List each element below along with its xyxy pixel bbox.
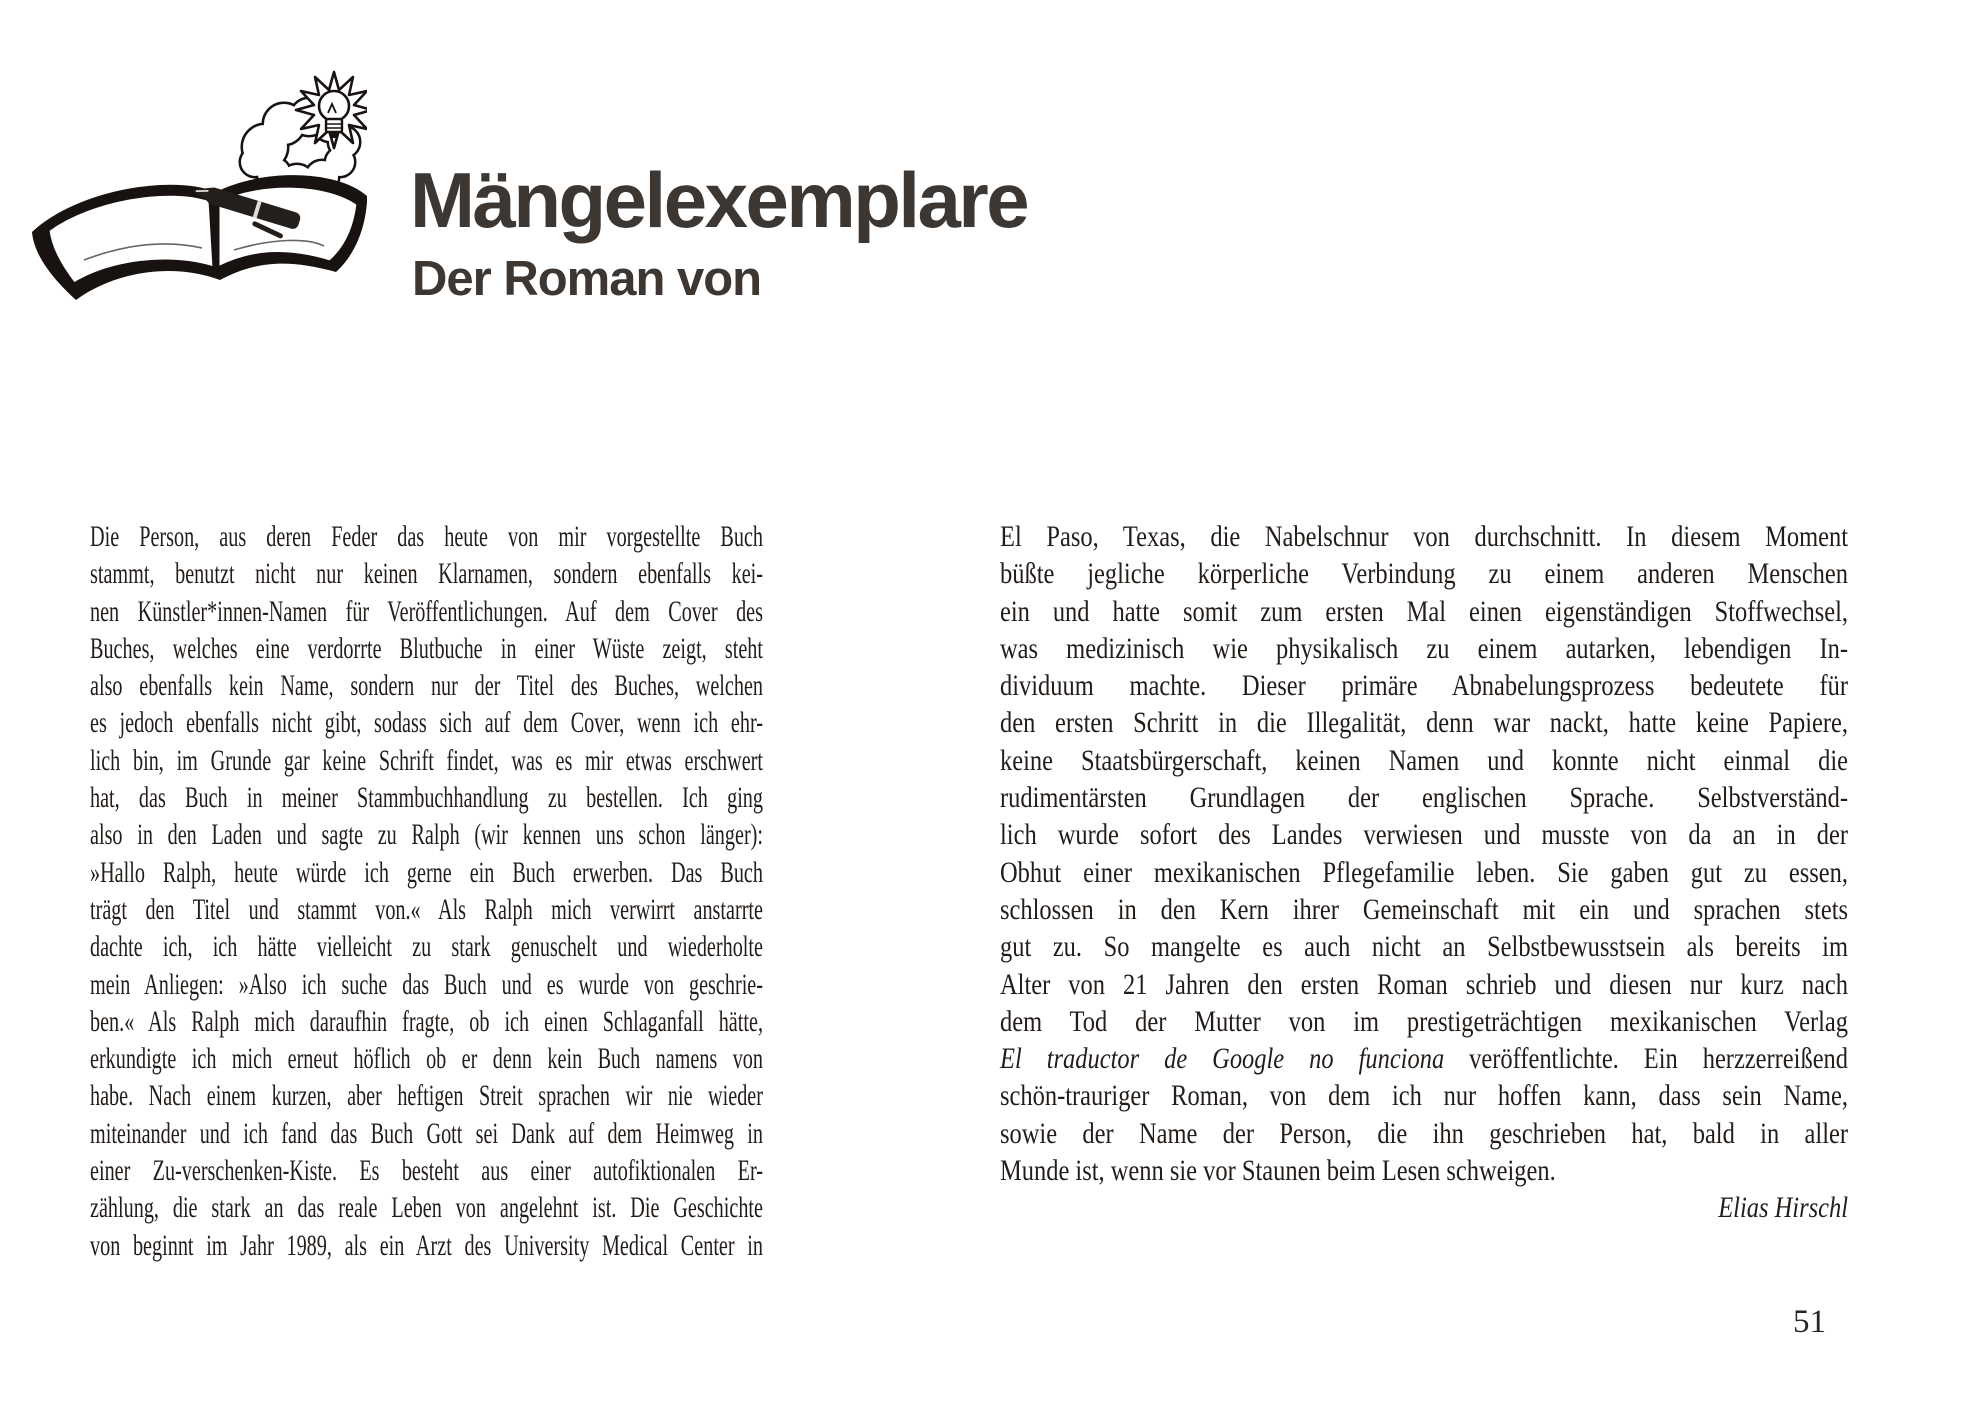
text-line: Obhut einer mexikanischen Pflegefamilie leben. Sie gaben gut zu essen, (1000, 855, 1849, 889)
column-left-lines (90, 518, 763, 1264)
text-line: von beginnt im Jahr 1989, als ein Arzt des University Medical Center in (90, 1228, 763, 1262)
text-line: »Hallo Ralph, heute würde ich gerne ein Buch erwerben. Das Buch (90, 855, 763, 889)
text-line: miteinander und ich fand das Buch Gott sei Dank auf dem Heimweg in (90, 1116, 763, 1150)
text-line: Munde ist, wenn sie vor Staunen beim Lesen schweigen. (1000, 1154, 1556, 1188)
text-line: einer Zu-verschenken-Kiste. Es besteht aus einer autofiktionalen Er- (90, 1154, 763, 1188)
text-line: lich wurde sofort des Landes verwiesen und musste von da an in der (1000, 818, 1849, 852)
text-line: zählung, die stark an das reale Leben von angelehnt ist. Die Geschichte (90, 1191, 763, 1225)
text-line: nen Künstler*innen-Namen für Veröffentlichungen. Auf dem Cover des (90, 594, 763, 628)
text-line: schön-trauriger Roman, von dem ich nur hoffen kann, dass sein Name, (1000, 1079, 1849, 1113)
text-column-right (1000, 518, 1848, 1227)
text-line: lich bin, im Grunde gar keine Schrift findet, was es mir etwas erschwert (90, 743, 763, 777)
text-line: ben.« Als Ralph mich daraufhin fragte, ob ich einen Schlaganfall hätte, (90, 1004, 763, 1038)
text-line: was medizinisch wie physikalisch zu einem autarken, lebendigen In- (1000, 631, 1849, 665)
text-line: schlossen in den Kern ihrer Gemeinschaft mit ein und sprachen stets (1000, 892, 1849, 926)
article-subtitle: Der Roman von (412, 252, 762, 306)
author-byline: Elias Hirschl (1718, 1191, 1849, 1225)
text-line: den ersten Schritt in die Illegalität, denn war nackt, hatte keine Papiere, (1000, 706, 1849, 740)
text-line: habe. Nach einem kurzen, aber heftigen Streit sprachen wir nie wieder (90, 1079, 763, 1113)
text-line: büßte jegliche körperliche Verbindung zu einem anderen Menschen (1000, 557, 1849, 591)
text-line: trägt den Titel und stammt von.« Als Ralph mich verwirrt anstarrte (90, 892, 763, 926)
text-line: dividuum machte. Dieser primäre Abnabelungsprozess bedeutete für (1000, 669, 1849, 703)
text-line: erkundigte ich mich erneut höflich ob er denn kein Buch namens von (90, 1042, 763, 1076)
text-line: dachte ich, ich hätte vielleicht zu stark genuschelt und wiederholte (90, 930, 763, 964)
text-line: Buches, welches eine verdorrte Blutbuche in einer Wüste zeigt, steht (90, 631, 763, 665)
text-line: dem Tod der Mutter von im prestigeträchtigen mexikanischen Verlag (1000, 1004, 1849, 1038)
article-title: Mängelexemplare (410, 156, 1028, 244)
text-line: stammt, benutzt nicht nur keinen Klarnamen, sondern ebenfalls kei- (90, 557, 763, 591)
text-line: es jedoch ebenfalls nicht gibt, sodass sich auf dem Cover, wenn ich ehr- (90, 706, 763, 740)
text-line: keine Staatsbürgerschaft, keinen Namen und konnte nicht einmal die (1000, 743, 1849, 777)
text-line: rudimentärsten Grundlagen der englischen Sprache. Selbstverständ- (1000, 781, 1849, 815)
text-line: Alter von 21 Jahren den ersten Roman schrieb und diesen nur kurz nach (1000, 967, 1849, 1001)
text-line: sowie der Name der Person, die ihn geschrieben hat, bald in aller (1000, 1116, 1849, 1150)
text-line: also ebenfalls kein Name, sondern nur der Titel des Buches, welchen (90, 669, 763, 703)
text-line: mein Anliegen: »Also ich suche das Buch und es wurde von geschrie- (90, 967, 763, 1001)
text-line: also in den Laden und sagte zu Ralph (wir kennen uns schon länger): (90, 818, 763, 852)
page-number: 51 (1793, 1304, 1826, 1340)
column-right-lines (1000, 518, 1848, 1189)
text-line: hat, das Buch in meiner Stammbuchhandlung zu bestellen. Ich ging (90, 781, 763, 815)
text-line: El Paso, Texas, die Nabelschnur von durchschnitt. In diesem Moment (1000, 520, 1849, 553)
text-line: gut zu. So mangelte es auch nicht an Selbstbewusstsein als bereits im (1000, 930, 1849, 964)
text-line: ein und hatte somit zum ersten Mal einen eigenständigen Stoffwechsel, (1000, 594, 1849, 628)
text-line: Die Person, aus deren Feder das heute von mir vorgestellte Buch (90, 520, 763, 553)
text-line: El traductor de Google no funciona veröffentlichte. Ein herzzerreißend (1000, 1042, 1849, 1076)
book-pen-idea-illustration (22, 62, 367, 314)
text-column-left (90, 518, 763, 1264)
